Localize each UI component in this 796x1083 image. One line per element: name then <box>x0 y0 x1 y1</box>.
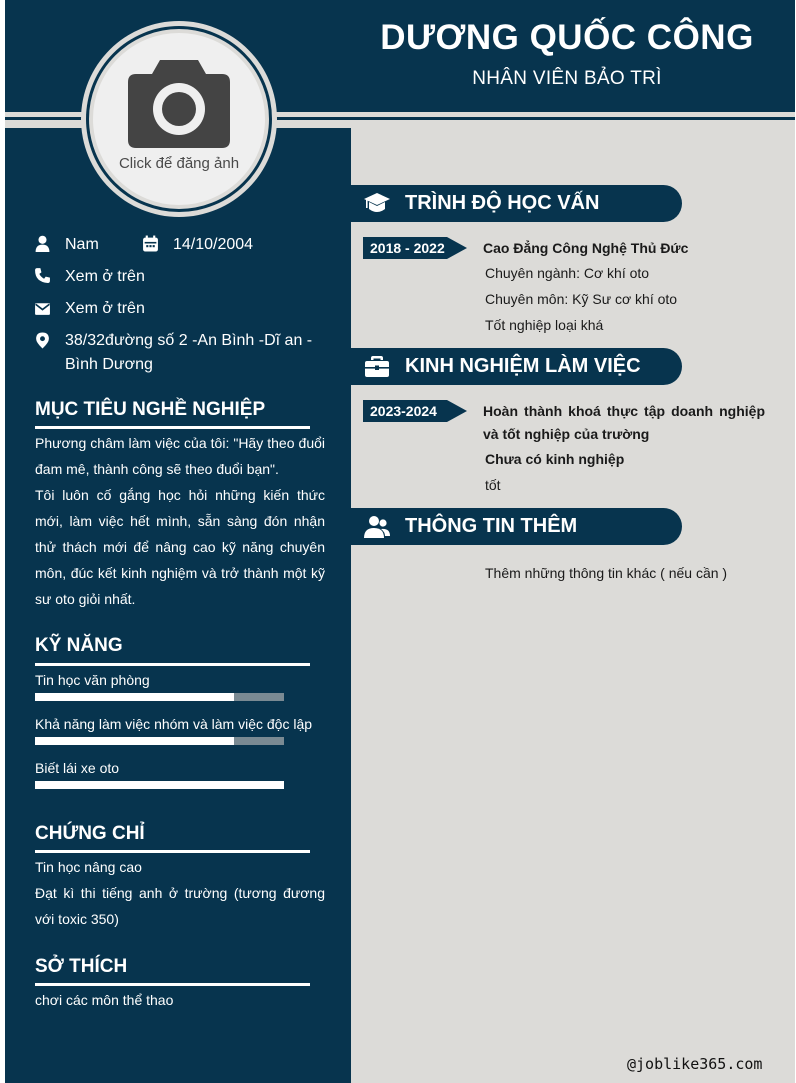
candidate-name: DƯƠNG QUỐC CÔNG <box>380 18 754 57</box>
objective-paragraph-1: Phương châm làm việc của tôi: "Hãy theo đuổi đam mê, thành công sẽ theo đuổi bạn". <box>35 435 325 477</box>
gender-value: Nam <box>65 236 99 253</box>
certificate-item-1: Tin học nâng cao <box>35 859 142 875</box>
hobbies-title: SỞ THÍCH <box>35 956 128 977</box>
user-icon <box>34 235 51 252</box>
skill-bar-fill-3 <box>35 781 284 789</box>
email-icon <box>34 300 51 317</box>
candidate-job-title: NHÂN VIÊN BẢO TRÌ <box>472 68 662 89</box>
experience-header <box>351 348 682 385</box>
education-date: 2018 - 2022 <box>370 240 445 256</box>
users-icon <box>363 513 391 540</box>
education-line-2: Chuyên môn: Kỹ Sư cơ khí oto <box>485 291 678 307</box>
education-title: TRÌNH ĐỘ HỌC VẤN <box>405 192 600 214</box>
skill-bar-3 <box>35 781 284 789</box>
location-icon <box>34 332 51 349</box>
experience-date: 2023-2024 <box>370 403 437 419</box>
hobbies-underline <box>35 983 310 986</box>
certificates-title: CHỨNG CHỈ <box>35 823 145 844</box>
skills-title: KỸ NĂNG <box>35 635 123 656</box>
cv-page <box>5 0 795 1083</box>
extra-info-title: THÔNG TIN THÊM <box>405 515 578 537</box>
skill-name-2: Khả năng làm việc nhóm và làm việc độc lập <box>35 716 313 732</box>
experience-description: tốt <box>485 477 501 493</box>
extra-info-text: Thêm những thông tin khác ( nếu cần ) <box>485 565 728 581</box>
skills-underline <box>35 663 310 666</box>
birthday-value: 14/10/2004 <box>173 236 254 253</box>
skill-bar-fill-2 <box>35 737 234 745</box>
avatar-upload-label[interactable]: Click để đăng ảnh <box>118 155 240 172</box>
objective-underline <box>35 426 310 429</box>
education-line-3: Tốt nghiệp loại khá <box>485 317 604 333</box>
skill-name-1: Tin học văn phòng <box>35 672 150 688</box>
skill-bar-1 <box>35 693 284 701</box>
education-header <box>351 185 682 222</box>
education-school: Cao Đẳng Công Nghệ Thủ Đức <box>483 240 689 256</box>
education-line-1: Chuyên ngành: Cơ khí oto <box>485 265 650 281</box>
experience-company: Chưa có kinh nghiệp <box>485 451 625 467</box>
skill-bar-2 <box>35 737 284 745</box>
hobbies-text: chơi các môn thể thao <box>35 992 174 1008</box>
skill-name-3: Biết lái xe oto <box>35 760 120 776</box>
objective-paragraph-2: Tôi luôn cố gắng học hỏi những kiến thức mới, làm việc hết mình, sẵn sàng đón nhận thử thách mới để nâng cao kỹ năng chuyên môn, đúc kết kinh nghiệm và trở thành một kỹ sư oto giỏi nhất. <box>35 487 325 607</box>
extra-info-header <box>351 508 682 545</box>
calendar-icon <box>142 235 159 252</box>
email-value: Xem ở trên <box>65 300 145 317</box>
phone-value: Xem ở trên <box>65 268 145 285</box>
briefcase-icon <box>363 353 391 380</box>
objective-title: MỤC TIÊU NGHỀ NGHIỆP <box>35 399 266 420</box>
certificate-item-2: Đạt kì thi tiếng anh ở trường (tương đương với toxic 350) <box>35 885 325 927</box>
address-value: 38/32đường số 2 -An Bình -Dĩ an - Bình Dương <box>65 332 313 373</box>
experience-title: KINH NGHIỆM LÀM VIỆC <box>405 355 641 377</box>
graduation-cap-icon <box>363 190 391 217</box>
skill-bar-fill-1 <box>35 693 234 701</box>
phone-icon <box>34 267 51 284</box>
experience-position: Hoàn thành khoá thực tập doanh nghiệp và tốt nghiệp của trường <box>483 403 765 442</box>
camera-icon[interactable] <box>126 58 232 150</box>
certificates-underline <box>35 850 310 853</box>
watermark: @joblike365.com <box>627 1055 763 1073</box>
